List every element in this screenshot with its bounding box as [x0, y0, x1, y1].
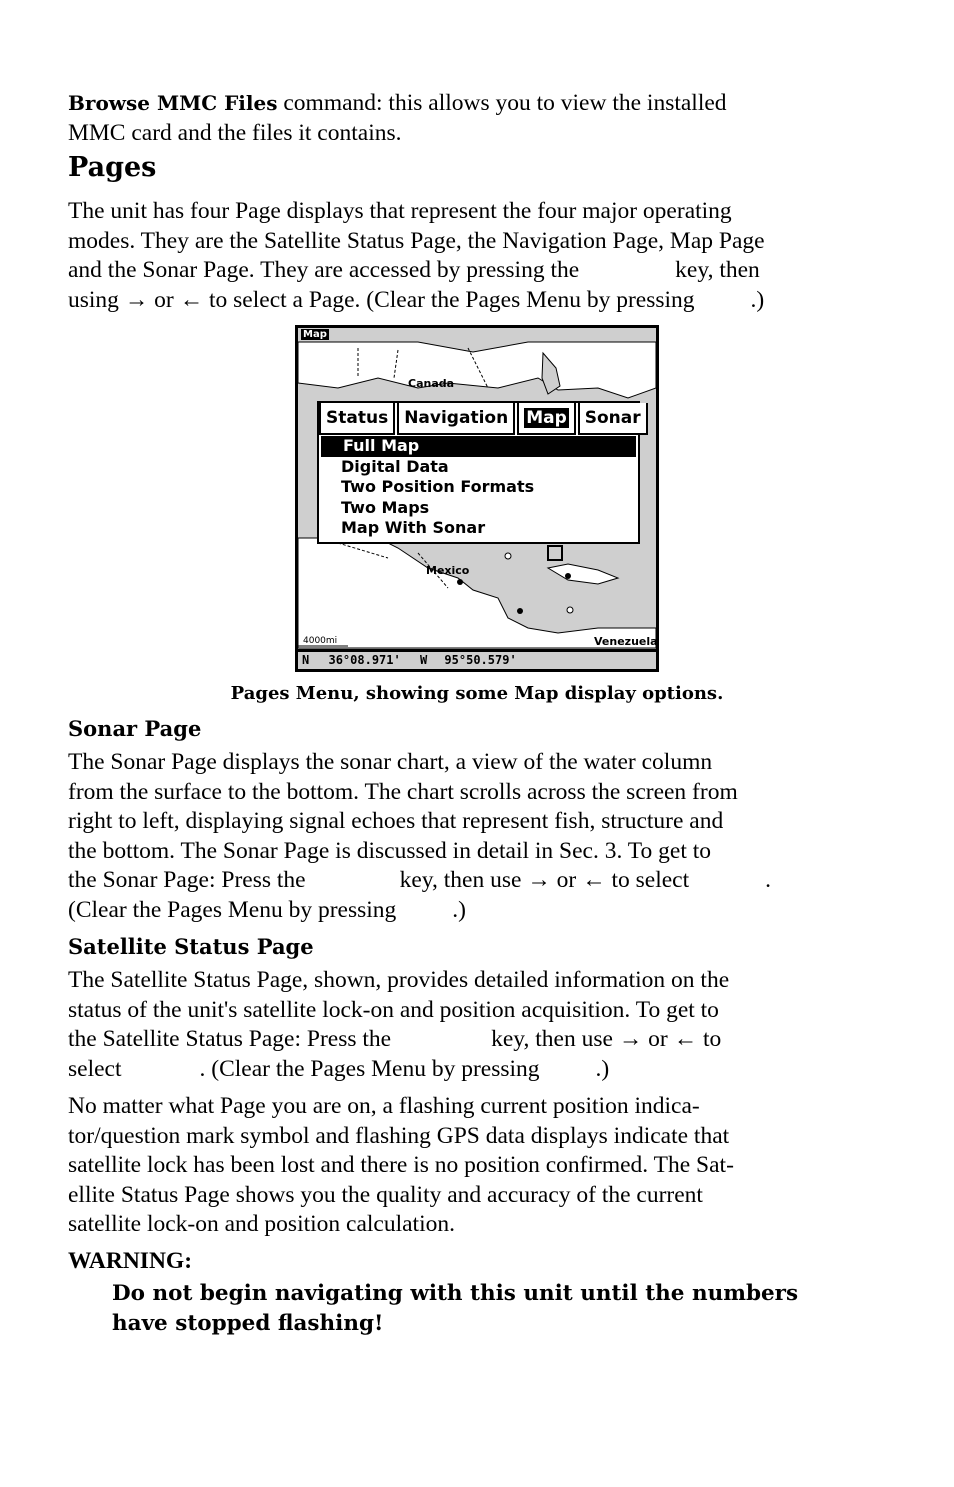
longitude-readout: 95°50.579'	[444, 653, 517, 667]
pages-paragraph: The unit has four Page displays that represent the four major operating modes. They are the Satellite Status Page, the Navigation Page, Map Page and the Sonar Page. They are accessed by pressing the key, then using → or ← to select a Page. (Clear the Pages Menu by pressing .)	[68, 198, 765, 313]
menu-item-map-with-sonar[interactable]: Map With Sonar	[341, 518, 486, 537]
tab-map[interactable]: Map	[517, 403, 576, 435]
menu-item-digital-data[interactable]: Digital Data	[341, 456, 449, 476]
intro-paragraph: Browse MMC Files command: this allows you to view the installed MMC card and the files it contains.	[68, 89, 886, 148]
pages-heading: Pages	[68, 152, 157, 183]
map-options-list	[319, 436, 638, 539]
position-status-bar: N 36°08.971' W 95°50.579'	[298, 649, 656, 669]
satellite-status-heading: Satellite Status Page	[68, 934, 314, 959]
nomatter-paragraph: No matter what Page you are on, a flashing current position indica- tor/question mark symbol and flashing GPS data displays indicate that satellite lock has been lost and there is no position confirmed. The Sat- ellite Status Page shows you the quality and accuracy of the current satellite lock-on and position calculation.	[68, 1093, 734, 1238]
sonar-page-heading: Sonar Page	[68, 716, 202, 741]
tab-sonar[interactable]: Sonar	[578, 403, 648, 435]
intro-line-2: MMC card and the files it contains.	[68, 119, 402, 146]
browse-mmc-files-term: Browse MMC Files	[68, 91, 278, 115]
screen-title: Map	[303, 329, 327, 340]
map-label-venezuela: Venezuela	[594, 635, 658, 648]
menu-item-two-maps[interactable]: Two Maps	[341, 497, 430, 517]
tab-navigation[interactable]: Navigation	[397, 403, 515, 435]
pages-menu-tabs	[319, 403, 641, 435]
map-scale: 4000mi	[303, 636, 338, 646]
pages-menu[interactable]	[317, 401, 640, 544]
satellite-paragraph: The Satellite Status Page, shown, provides detailed information on the status of the unit's satellite lock-on and position acquisition. To get to the Satellite Status Page: Press the key, then use → or ← to select . (Clear the Pages Menu by pressing .)	[68, 967, 730, 1082]
tab-status[interactable]: Status	[319, 403, 395, 435]
map-screen-figure	[295, 325, 659, 672]
map-label-canada: Canada	[408, 377, 455, 390]
menu-item-full-map[interactable]: Full Map	[321, 436, 636, 457]
warning-text: Do not begin navigating with this unit until the numbers have stopped flashing!	[112, 1281, 799, 1336]
menu-item-two-position-formats[interactable]: Two Position Formats	[341, 477, 535, 496]
figure-caption: Pages Menu, showing some Map display options.	[230, 683, 724, 704]
map-label-mexico: Mexico	[426, 564, 470, 577]
sonar-paragraph: The Sonar Page displays the sonar chart, a view of the water column from the surface to the bottom. The chart scrolls across the screen from right to left, displaying signal echoes that represent fish, structure and the bottom. The Sonar Page is discussed in detail in Sec. 3. To get to the Sonar Page: Press the key, then use → or ← to select . (Clear the Pages Menu by pressing .)	[68, 749, 771, 923]
warning-heading: WARNING:	[68, 1248, 193, 1274]
latitude-readout: 36°08.971'	[328, 653, 401, 667]
